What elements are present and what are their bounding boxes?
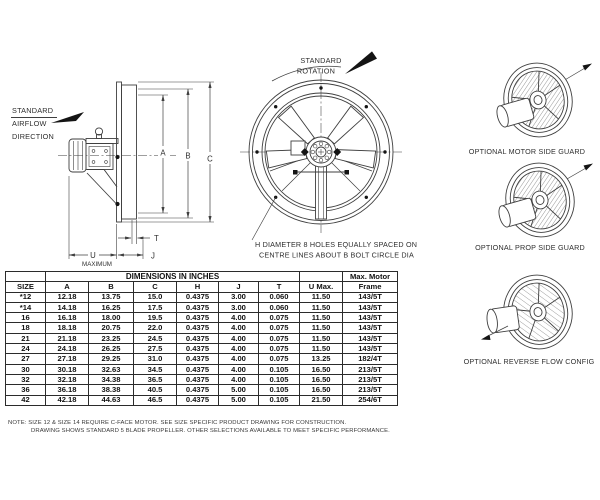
value-cell: 23.25 xyxy=(89,333,134,343)
size-cell: 30 xyxy=(6,364,46,374)
column-header: A xyxy=(46,282,89,292)
notes xyxy=(8,419,390,435)
side-view-labels xyxy=(12,106,213,268)
value-cell: 4.00 xyxy=(219,344,259,354)
value-cell: 0.4375 xyxy=(177,292,219,302)
value-cell: 0.105 xyxy=(259,364,300,374)
value-cell: 34.5 xyxy=(134,364,177,374)
value-cell: 31.0 xyxy=(134,354,177,364)
value-cell: 143/5T xyxy=(343,292,398,302)
value-cell: 0.4375 xyxy=(177,344,219,354)
value-cell: 15.0 xyxy=(134,292,177,302)
optional-motor-side-guard-label: OPTIONAL MOTOR SIDE GUARD xyxy=(468,147,586,156)
value-cell: 18.18 xyxy=(46,323,89,333)
value-cell: 13.75 xyxy=(89,292,134,302)
value-cell: 4.00 xyxy=(219,313,259,323)
table-row xyxy=(6,385,398,395)
column-header: B xyxy=(89,282,134,292)
airflow-arrow-1 xyxy=(583,64,593,71)
dim-label-a: A xyxy=(160,148,166,158)
value-cell: 0.105 xyxy=(259,374,300,384)
column-header: Frame xyxy=(343,282,398,292)
value-cell: 11.50 xyxy=(300,323,343,333)
value-cell: 143/5T xyxy=(343,313,398,323)
value-cell: 18.00 xyxy=(89,313,134,323)
dim-label-b: B xyxy=(185,151,191,161)
value-cell: 40.5 xyxy=(134,385,177,395)
value-cell: 30.18 xyxy=(46,364,89,374)
value-cell: 4.00 xyxy=(219,354,259,364)
value-cell: 0.060 xyxy=(259,292,300,302)
dim-label-t: T xyxy=(154,234,159,243)
value-cell: 0.105 xyxy=(259,395,300,405)
value-cell: 0.4375 xyxy=(177,313,219,323)
size-cell: 21 xyxy=(6,333,46,343)
size-cell: 32 xyxy=(6,374,46,384)
airflow-label-line2: AIRFLOW xyxy=(12,119,47,128)
rotation-label-line2: ROTATION xyxy=(296,66,336,76)
option-illustrations xyxy=(481,56,593,356)
value-cell: 26.25 xyxy=(89,344,134,354)
value-cell: 22.0 xyxy=(134,323,177,333)
column-header: C xyxy=(134,282,177,292)
value-cell: 14.18 xyxy=(46,302,89,312)
note-line-1: NOTE: SIZE 12 & SIZE 14 REQUIRE C-FACE MOTOR. SEE SIZE SPECIFIC PRODUCT DRAWING FOR CONSTRUCTION. xyxy=(8,420,347,426)
table-row xyxy=(6,333,398,343)
empty-header-cell xyxy=(300,272,343,282)
size-cell: *12 xyxy=(6,292,46,302)
value-cell: 29.25 xyxy=(89,354,134,364)
value-cell: 17.5 xyxy=(134,302,177,312)
holes-note-line2: CENTRE LINES ABOUT B BOLT CIRCLE DIA xyxy=(259,250,414,260)
column-header: H xyxy=(177,282,219,292)
value-cell: 11.50 xyxy=(300,333,343,343)
motor-side-view xyxy=(69,128,120,206)
value-cell: 44.63 xyxy=(89,395,134,405)
value-cell: 36.18 xyxy=(46,385,89,395)
rotation-label-line1: STANDARD xyxy=(300,56,342,65)
table-row xyxy=(6,302,398,312)
value-cell: 3.00 xyxy=(219,302,259,312)
motor-support-column xyxy=(316,165,327,219)
value-cell: 0.075 xyxy=(259,354,300,364)
airflow-label-line1: STANDARD xyxy=(12,106,54,115)
size-cell: 36 xyxy=(6,385,46,395)
value-cell: 4.00 xyxy=(219,333,259,343)
value-cell: 0.4375 xyxy=(177,395,219,405)
value-cell: 0.075 xyxy=(259,313,300,323)
value-cell: 0.4375 xyxy=(177,374,219,384)
table-row xyxy=(6,374,398,384)
value-cell: 13.25 xyxy=(300,354,343,364)
dim-label-j: J xyxy=(151,251,155,261)
value-cell: 38.38 xyxy=(89,385,134,395)
value-cell: 42.18 xyxy=(46,395,89,405)
value-cell: 0.4375 xyxy=(177,302,219,312)
value-cell: 32.18 xyxy=(46,374,89,384)
value-cell: 34.38 xyxy=(89,374,134,384)
value-cell: 11.50 xyxy=(300,302,343,312)
size-cell: 18 xyxy=(6,323,46,333)
group-header-cell: DIMENSIONS IN INCHES xyxy=(46,272,300,282)
value-cell: 24.5 xyxy=(134,333,177,343)
value-cell: 4.00 xyxy=(219,374,259,384)
holes-note-line1: H DIAMETER 8 HOLES EQUALLY SPACED ON xyxy=(255,240,418,249)
value-cell: 16.25 xyxy=(89,302,134,312)
value-cell: 27.5 xyxy=(134,344,177,354)
value-cell: 11.50 xyxy=(300,313,343,323)
table-row xyxy=(6,313,398,323)
value-cell: 20.75 xyxy=(89,323,134,333)
size-cell: *14 xyxy=(6,302,46,312)
value-cell: 21.50 xyxy=(300,395,343,405)
value-cell: 213/5T xyxy=(343,364,398,374)
value-cell: 16.18 xyxy=(46,313,89,323)
value-cell: 4.00 xyxy=(219,364,259,374)
table-row xyxy=(6,292,398,302)
value-cell: 32.63 xyxy=(89,364,134,374)
value-cell: 254/6T xyxy=(343,395,398,405)
column-header: SIZE xyxy=(6,282,46,292)
size-cell: 42 xyxy=(6,395,46,405)
rotation-arrow xyxy=(345,51,377,74)
optional-prop-side-guard-figure xyxy=(497,156,593,244)
value-cell: 0.075 xyxy=(259,333,300,343)
value-cell: 11.50 xyxy=(300,344,343,354)
maximum-label: MAXIMUM xyxy=(82,261,112,268)
table-row xyxy=(6,364,398,374)
value-cell: 182/4T xyxy=(343,354,398,364)
value-cell: 0.4375 xyxy=(177,323,219,333)
value-cell: 0.075 xyxy=(259,344,300,354)
value-cell: 0.075 xyxy=(259,323,300,333)
table-row xyxy=(6,323,398,333)
value-cell: 27.18 xyxy=(46,354,89,364)
value-cell: 46.5 xyxy=(134,395,177,405)
table-row xyxy=(6,344,398,354)
value-cell: 11.50 xyxy=(300,292,343,302)
value-cell: 12.18 xyxy=(46,292,89,302)
value-cell: 143/5T xyxy=(343,333,398,343)
value-cell: 143/5T xyxy=(343,302,398,312)
airflow-arrow-3 xyxy=(481,335,491,341)
value-cell: 3.00 xyxy=(219,292,259,302)
max-motor-header-cell: Max. Motor xyxy=(343,272,398,282)
value-cell: 16.50 xyxy=(300,385,343,395)
table-column-header-row xyxy=(6,282,398,292)
value-cell: 143/5T xyxy=(343,323,398,333)
value-cell: 143/5T xyxy=(343,344,398,354)
airflow-arrow-2 xyxy=(584,164,594,171)
airflow-label-line3: DIRECTION xyxy=(12,132,54,141)
value-cell: 0.060 xyxy=(259,302,300,312)
optional-reverse-flow-figure xyxy=(481,268,580,356)
dim-label-c: C xyxy=(207,154,213,164)
empty-header-cell xyxy=(6,272,46,282)
size-cell: 24 xyxy=(6,344,46,354)
holes-leader-line xyxy=(252,197,276,240)
size-cell: 16 xyxy=(6,313,46,323)
value-cell: 21.18 xyxy=(46,333,89,343)
value-cell: 5.00 xyxy=(219,395,259,405)
value-cell: 0.4375 xyxy=(177,385,219,395)
optional-prop-side-guard-label: OPTIONAL PROP SIDE GUARD xyxy=(475,243,585,252)
size-cell: 27 xyxy=(6,354,46,364)
note-line-2: DRAWING SHOWS STANDARD 5 BLADE PROPELLER. OTHER SELECTIONS AVAILABLE TO MEET SPECIFIC PERFORMANCE. xyxy=(31,428,390,434)
value-cell: 36.5 xyxy=(134,374,177,384)
column-header: J xyxy=(219,282,259,292)
column-header: U Max. xyxy=(300,282,343,292)
value-cell: 0.4375 xyxy=(177,333,219,343)
value-cell: 19.5 xyxy=(134,313,177,323)
optional-reverse-flow-label: OPTIONAL REVERSE FLOW CONFIG xyxy=(463,357,595,366)
optional-motor-side-guard-figure xyxy=(495,56,592,144)
front-view-drawing xyxy=(240,51,402,240)
value-cell: 16.50 xyxy=(300,364,343,374)
table-group-header-row xyxy=(6,272,398,282)
column-header: T xyxy=(259,282,300,292)
value-cell: 213/5T xyxy=(343,374,398,384)
value-cell: 24.18 xyxy=(46,344,89,354)
value-cell: 0.4375 xyxy=(177,364,219,374)
value-cell: 16.50 xyxy=(300,374,343,384)
dimensions-table xyxy=(5,271,398,406)
value-cell: 0.4375 xyxy=(177,354,219,364)
table-row xyxy=(6,395,398,405)
value-cell: 213/5T xyxy=(343,385,398,395)
dim-label-u: U xyxy=(90,251,96,260)
value-cell: 5.00 xyxy=(219,385,259,395)
value-cell: 0.105 xyxy=(259,385,300,395)
value-cell: 4.00 xyxy=(219,323,259,333)
table-row xyxy=(6,354,398,364)
